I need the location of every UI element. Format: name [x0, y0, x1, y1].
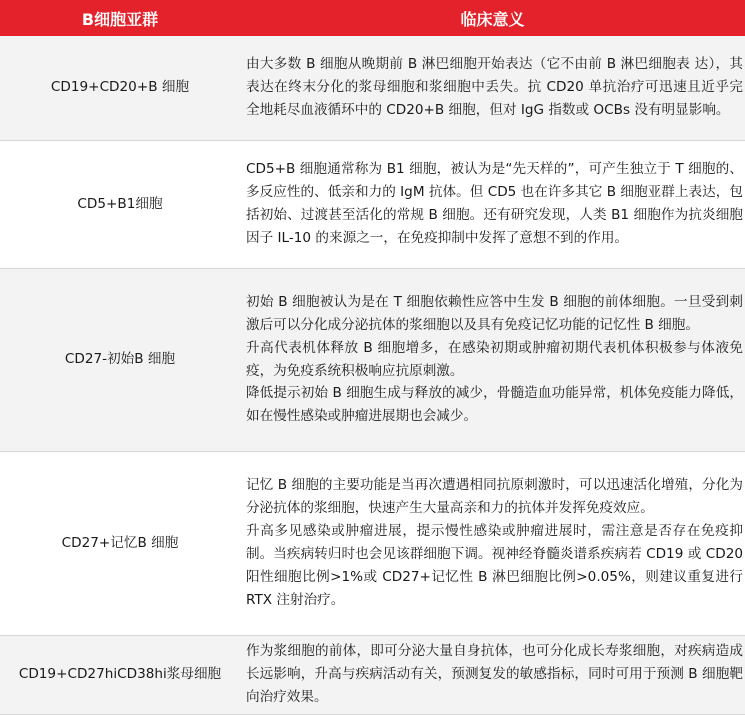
- subset-name: CD19+CD27hiCD38hi浆母细胞: [0, 635, 240, 714]
- table-row: [0, 451, 745, 635]
- table-row: [0, 36, 745, 140]
- description-paragraph: CD5+B 细胞通常称为 B1 细胞，被认为是“先天样的”，可产生独立于 T 细胞的、多反应性的、低亲和力的 IgM 抗体。但 CD5 也在许多其它 B 细胞亚群上表达，包括初始、过渡甚至活化的常规 B 细胞。还有研究发现，人类 B1 细胞作为抗炎细胞因子 IL-10 的来源之一，在免疫抑制中发挥了意想不到的作用。: [246, 161, 743, 246]
- clinical-significance: [240, 451, 745, 635]
- table-row: [0, 140, 745, 268]
- description-paragraph: 由大多数 B 细胞从晚期前 B 淋巴细胞开始表达（它不由前 B 淋巴细胞表 达），其表达在终末分化的浆母细胞和浆细胞中丢失。抗 CD20 单抗治疗可迅速且近乎完 全地耗尽血液循环中的 CD20+B 细胞，但对 IgG 指数或 OCBs 没有明显影响。: [246, 56, 743, 119]
- description-paragraph: 升高多见感染或肿瘤进展，提示慢性感染或肿瘤进展时，需注意是否存在免疫抑制。当疾病转归时也会见该群细胞下调。视神经脊髓炎谱系疾病若 CD19 或 CD20 阳性细胞比例>1%或 CD27+记忆性 B 淋巴细胞比例>0.05%，则建议重复进行 RTX 注射治疗。: [246, 523, 743, 608]
- clinical-significance: [240, 36, 745, 140]
- subset-name: CD27+记忆B 细胞: [0, 451, 240, 635]
- clinical-significance: [240, 268, 745, 451]
- description-paragraph: 升高代表机体释放 B 细胞增多，在感染初期或肿瘤初期代表机体积极参与体液免疫，为免疫系统积极响应抗原刺激。: [246, 339, 743, 379]
- subset-name: CD5+B1细胞: [0, 140, 240, 268]
- table-header-row: [0, 0, 745, 36]
- description-paragraph: 初始 B 细胞被认为是在 T 细胞依赖性应答中生发 B 细胞的前体细胞。一旦受到刺激后可以分化成分泌抗体的浆细胞以及具有免疫记忆功能的记忆性 B 细胞。: [246, 293, 743, 333]
- header-subset: B细胞亚群: [0, 0, 240, 36]
- description-paragraph: 记忆 B 细胞的主要功能是当再次遭遇相同抗原刺激时，可以迅速活化增殖，分化为分泌抗体的浆细胞，快速产生大量高亲和力的抗体并发挥免疫效应。: [246, 477, 743, 517]
- table-row: [0, 635, 745, 714]
- header-clinical-significance: 临床意义: [240, 0, 745, 36]
- subset-name: CD27-初始B 细胞: [0, 268, 240, 451]
- table-row: [0, 268, 745, 451]
- subset-name: CD19+CD20+B 细胞: [0, 36, 240, 140]
- description-paragraph: 降低提示初始 B 细胞生成与释放的减少，骨髓造血功能异常，机体免疫能力降低，如在慢性感染或肿瘤进展期也会减少。: [246, 385, 743, 425]
- description-paragraph: 作为浆细胞的前体，即可分泌大量自身抗体，也可分化成长寿浆细胞，对疾病造成长远影响，升高与疾病活动有关，预测复发的敏感指标，同时可用于预测 B 细胞靶向治疗效果。: [246, 643, 743, 705]
- clinical-significance: [240, 140, 745, 268]
- clinical-significance: [240, 635, 745, 714]
